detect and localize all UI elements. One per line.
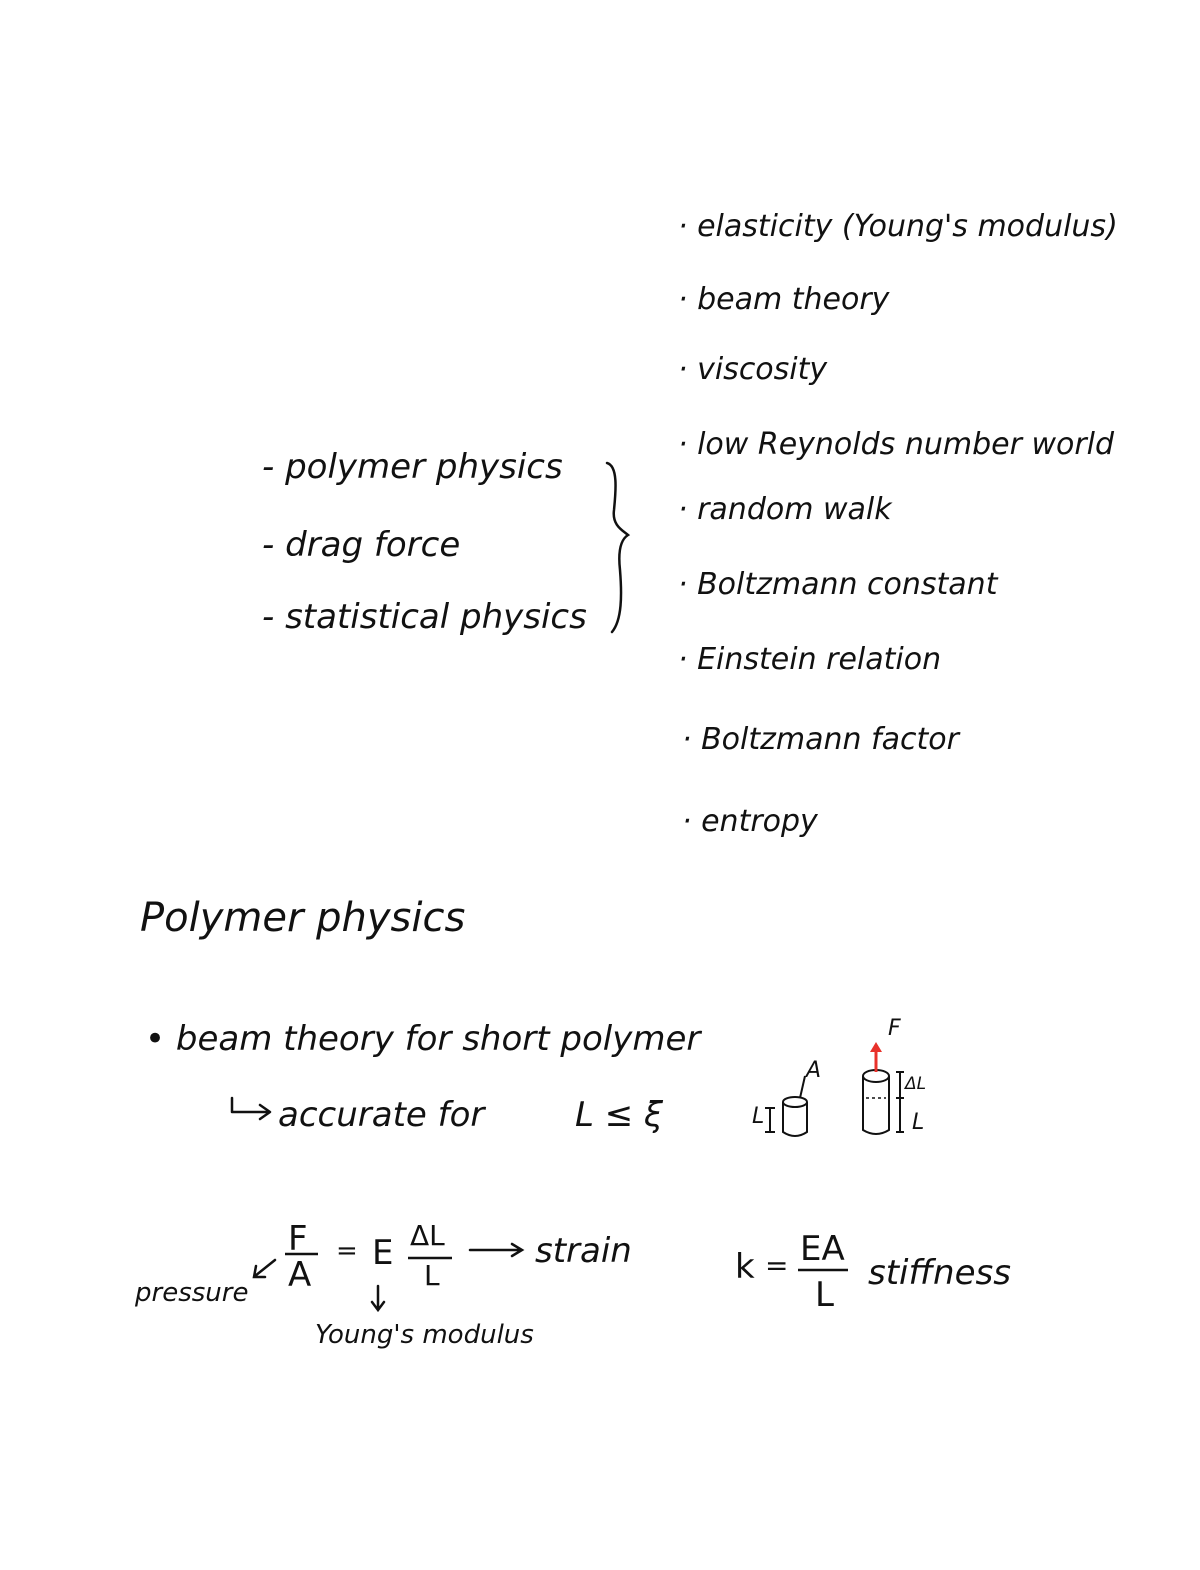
list-item: - drag force [262,525,461,565]
list-item: · Einstein relation [678,642,942,677]
stiffness-l: L [815,1275,834,1315]
arrow-down-icon [372,1286,384,1310]
sketch-label-l2: L [912,1110,925,1135]
dash: - [262,447,275,487]
bullet: · [682,804,692,839]
list-item: · Boltzmann factor [682,722,959,757]
bullet: · [682,722,692,757]
accurate-line: accurate for [278,1095,485,1135]
eq-equals: = [336,1236,358,1266]
list-item: · elasticity (Young's modulus) [678,209,1118,244]
list-item: · viscosity [678,352,828,387]
arrow-right-icon [470,1244,522,1256]
sketch-label-l: L [752,1104,765,1129]
bullet: · [678,642,688,677]
bullet: • [145,1019,166,1059]
force-arrow-icon [870,1042,882,1072]
list-item: - statistical physics [262,597,587,637]
list-item: · beam theory [678,282,890,317]
condition: L ≤ ξ [575,1095,664,1135]
eq-e: E [372,1233,394,1273]
return-arrow-icon [232,1098,270,1119]
bullet: · [678,567,688,602]
eq-a: A [288,1255,312,1295]
bullet: · [678,282,688,317]
stiffness-equals: = [765,1249,789,1282]
bullet: · [678,427,688,462]
arrow-down-left-icon [254,1260,275,1277]
stiffness-label: stiffness [868,1253,1011,1293]
dash: - [262,597,275,637]
list-item: · low Reynolds number world [678,427,1115,462]
eq-l: L [424,1259,440,1292]
bullet: · [678,209,688,244]
bullet: · [678,352,688,387]
tall-cylinder-icon [863,1070,904,1134]
bullet: · [678,492,688,527]
list-item: · random walk [678,492,892,527]
dash: - [262,525,275,565]
sketch-label-dl: ΔL [905,1074,927,1094]
curly-brace-icon [607,463,628,632]
stiffness-ea: EA [800,1229,845,1269]
section-heading: Polymer physics [140,895,466,941]
strain-label: strain [535,1231,632,1271]
list-item: · Boltzmann constant [678,567,998,602]
stiffness-k: k [735,1247,755,1287]
sketch-label-a: A [806,1058,822,1083]
list-item: · entropy [682,804,818,839]
eq-dl: ΔL [410,1219,445,1252]
beam-theory-bullet: • beam theory for short polymer [145,1019,701,1059]
youngs-modulus-label: Young's modulus [315,1320,534,1350]
eq-f: F [288,1219,308,1259]
pressure-label: pressure [135,1278,249,1308]
sketch-label-f: F [888,1016,901,1041]
small-cylinder-icon [765,1076,807,1136]
list-item: - polymer physics [262,447,563,487]
